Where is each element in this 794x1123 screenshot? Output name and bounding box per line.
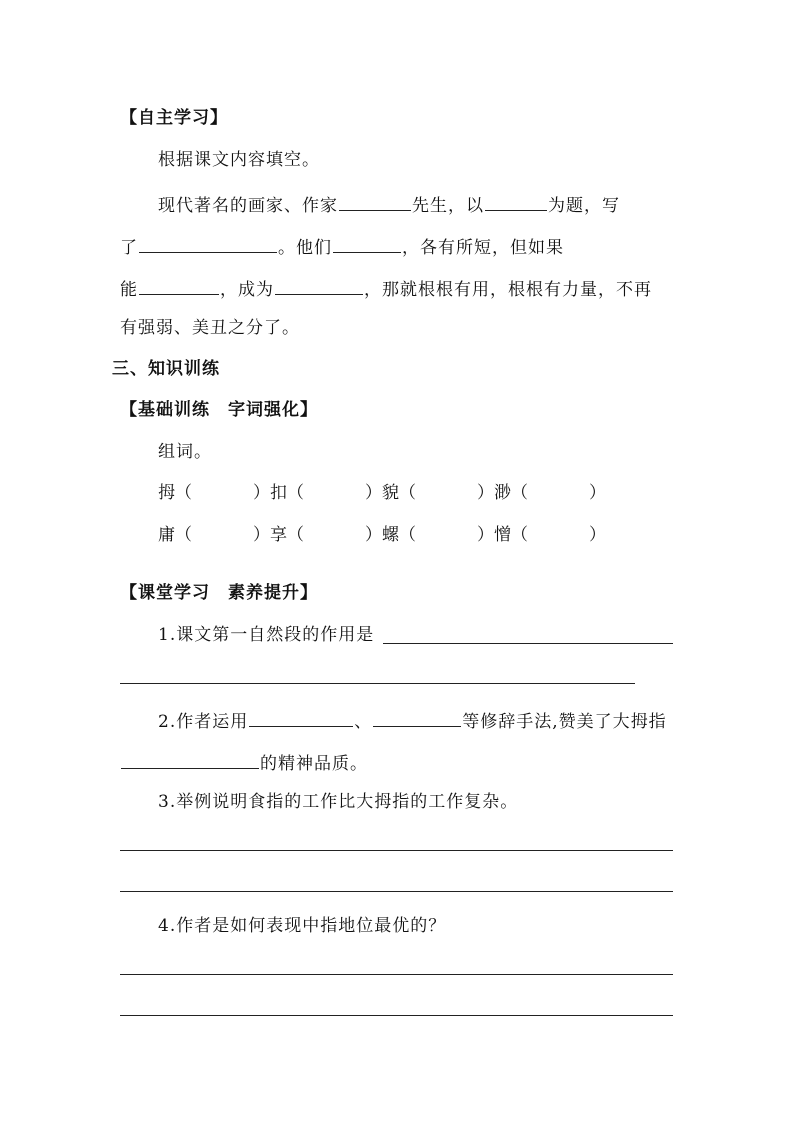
word-cell: ）貌（ — [365, 483, 416, 503]
word-cell: ）享（ — [253, 525, 304, 545]
fill-line-2-text-c: ，各有所短，但如果 — [402, 238, 564, 258]
answer-line-q4-b[interactable] — [120, 1015, 673, 1016]
fill-line-3 — [120, 274, 652, 302]
blank-content[interactable] — [139, 232, 277, 253]
blank-title[interactable] — [485, 190, 547, 211]
word-cell: ）憎（ — [477, 525, 528, 545]
basic-training-instruction: 组词。 — [158, 442, 212, 462]
question-2-text-c: 等修辞手法,赞美了大拇指 — [462, 712, 667, 732]
blank-rhetoric-2[interactable] — [373, 706, 461, 727]
fill-line-4: 有强弱、美丑之分了。 — [120, 318, 300, 338]
answer-line-q3-b[interactable] — [120, 891, 673, 892]
section-three-title: 三、知识训练 — [112, 359, 220, 379]
fill-line-2 — [120, 232, 564, 260]
word-cell: ）扣（ — [253, 483, 304, 503]
answer-line-q1-a[interactable] — [383, 643, 673, 644]
answer-line-q4-a[interactable] — [120, 974, 673, 975]
word-group-row-2 — [158, 523, 618, 547]
class-study-heading: 【课堂学习 素养提升】 — [120, 583, 318, 603]
fill-line-2-text-b: 。他们 — [278, 238, 332, 258]
question-2-continued — [120, 748, 368, 776]
question-4: 4.作者是如何表现中指地位最优的？ — [158, 916, 447, 936]
word-group-row-1 — [158, 481, 618, 505]
blank-if-able[interactable] — [139, 274, 219, 295]
word-cell: ）渺（ — [477, 483, 528, 503]
blank-they[interactable] — [333, 232, 401, 253]
self-study-heading: 【自主学习】 — [120, 108, 228, 128]
word-cell: 庸（ — [158, 525, 192, 545]
fill-line-3-text-b: ，成为 — [220, 280, 274, 300]
question-3: 3.举例说明食指的工作比大拇指的工作复杂。 — [158, 792, 519, 812]
blank-spirit-quality[interactable] — [121, 748, 259, 769]
answer-line-q1-b[interactable] — [120, 683, 635, 684]
fill-line-3-text-a: 能 — [120, 280, 138, 300]
question-2-text-d: 的精神品质。 — [260, 754, 368, 774]
question-2-text-b: 、 — [354, 712, 373, 732]
question-1: 1.课文第一自然段的作用是 — [158, 625, 375, 645]
word-cell: ） — [589, 525, 606, 545]
fill-line-1-text-a: 现代著名的画家、作家 — [158, 196, 338, 216]
fill-line-3-text-c: ，那就根根有用，根根有力量，不再 — [364, 280, 652, 300]
fill-line-1 — [158, 190, 620, 218]
blank-author[interactable] — [339, 190, 411, 211]
question-2-text-a: 2.作者运用 — [158, 712, 249, 732]
word-cell: ） — [589, 483, 606, 503]
fill-line-1-text-c: 为题，写 — [548, 196, 620, 216]
basic-training-heading: 【基础训练 字词强化】 — [120, 400, 318, 420]
self-study-instruction: 根据课文内容填空。 — [158, 150, 320, 170]
word-cell: 拇（ — [158, 483, 192, 503]
word-cell: ）螺（ — [365, 525, 416, 545]
blank-rhetoric-1[interactable] — [249, 706, 353, 727]
fill-line-1-text-b: 先生，以 — [412, 196, 484, 216]
question-2 — [158, 706, 667, 734]
blank-become[interactable] — [275, 274, 363, 295]
fill-line-2-text-a: 了 — [120, 238, 138, 258]
answer-line-q3-a[interactable] — [120, 850, 673, 851]
